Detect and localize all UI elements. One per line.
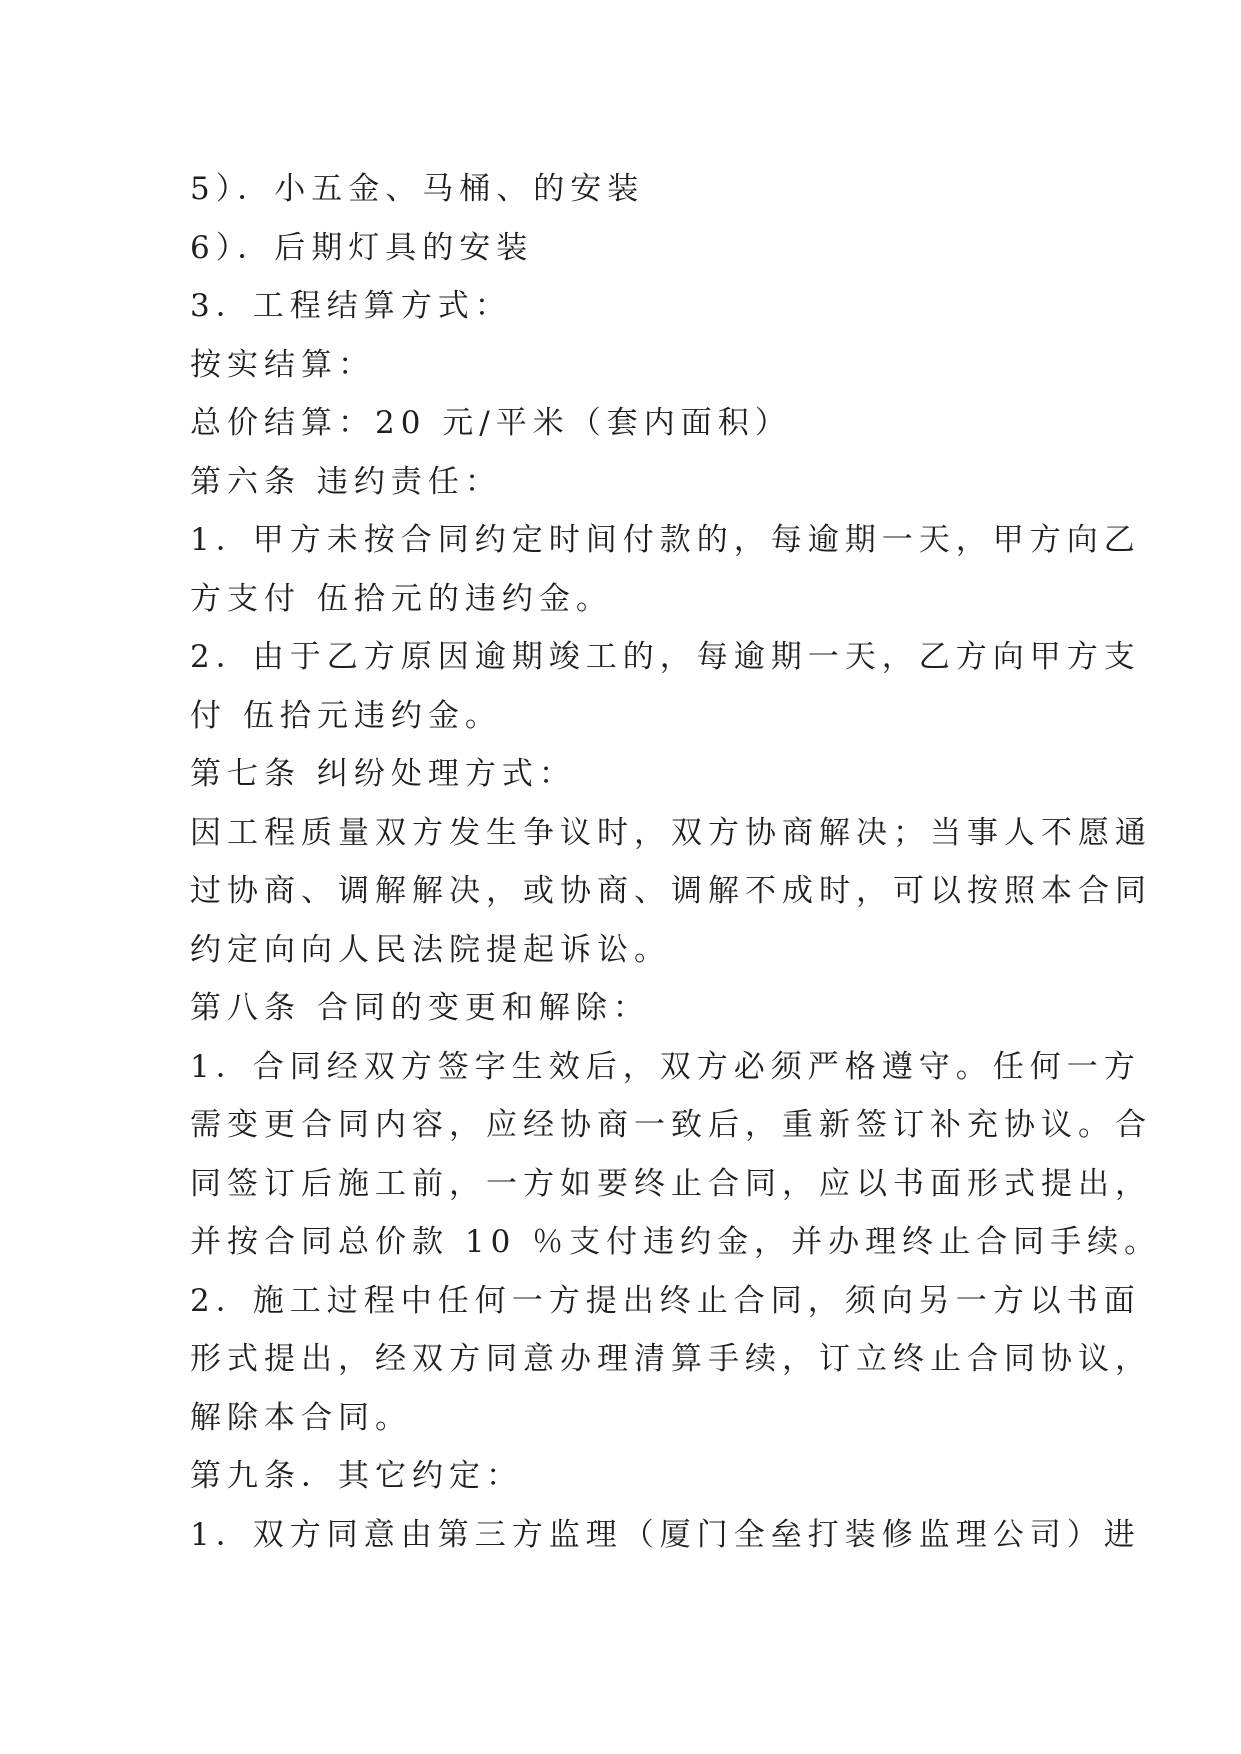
text-line: 1．合同经双方签字生效后，双方必须严格遵守。任何一方 bbox=[190, 1048, 1141, 1085]
document-body bbox=[190, 160, 1162, 1564]
text-line: 按实结算： bbox=[190, 346, 375, 383]
section-heading: 3．工程结算方式： bbox=[190, 288, 512, 324]
text-line: 2．施工过程中任何一方提出终止合同，须向另一方以书面 bbox=[190, 1282, 1141, 1319]
text-line: 6）．后期灯具的安装 bbox=[190, 229, 534, 266]
text-line: 并按合同总价款 10 ％支付违约金，并办理终止合同手续。 bbox=[190, 1224, 1162, 1260]
article-heading: 第八条 合同的变更和解除： bbox=[190, 990, 650, 1026]
article-heading: 第七条 纠纷处理方式： bbox=[190, 756, 576, 792]
text-line: 1．甲方未按合同约定时间付款的，每逾期一天，甲方向乙 bbox=[190, 522, 1141, 558]
article-heading: 第六条 违约责任： bbox=[190, 463, 502, 500]
text-line: 形式提出，经双方同意办理清算手续，订立终止合同协议， bbox=[190, 1341, 1152, 1377]
article-heading: 第九条．其它约定： bbox=[190, 1458, 523, 1494]
text-line: 需变更合同内容，应经协商一致后，重新签订补充协议。合 bbox=[190, 1107, 1152, 1143]
text-line: 因工程质量双方发生争议时，双方协商解决；当事人不愿通 bbox=[190, 814, 1152, 851]
text-line: 同签订后施工前，一方如要终止合同，应以书面形式提出， bbox=[190, 1165, 1152, 1202]
text-line: 1．双方同意由第三方监理（厦门全垒打装修监理公司）进 bbox=[190, 1516, 1141, 1553]
text-line: 总价结算：20 元/平米（套内面积） bbox=[190, 405, 792, 441]
text-line: 方支付 伍拾元的违约金。 bbox=[190, 580, 613, 617]
text-line: 2．由于乙方原因逾期竣工的，每逾期一天，乙方向甲方支 bbox=[190, 639, 1141, 675]
text-line: 约定向向人民法院提起诉讼。 bbox=[190, 931, 671, 968]
text-line: 解除本合同。 bbox=[190, 1399, 412, 1436]
text-line: 付 伍拾元违约金。 bbox=[190, 697, 502, 734]
text-line: 过协商、调解解决，或协商、调解不成时，可以按照本合同 bbox=[190, 873, 1152, 909]
text-line: 5）．小五金、马桶、的安装 bbox=[190, 171, 645, 207]
